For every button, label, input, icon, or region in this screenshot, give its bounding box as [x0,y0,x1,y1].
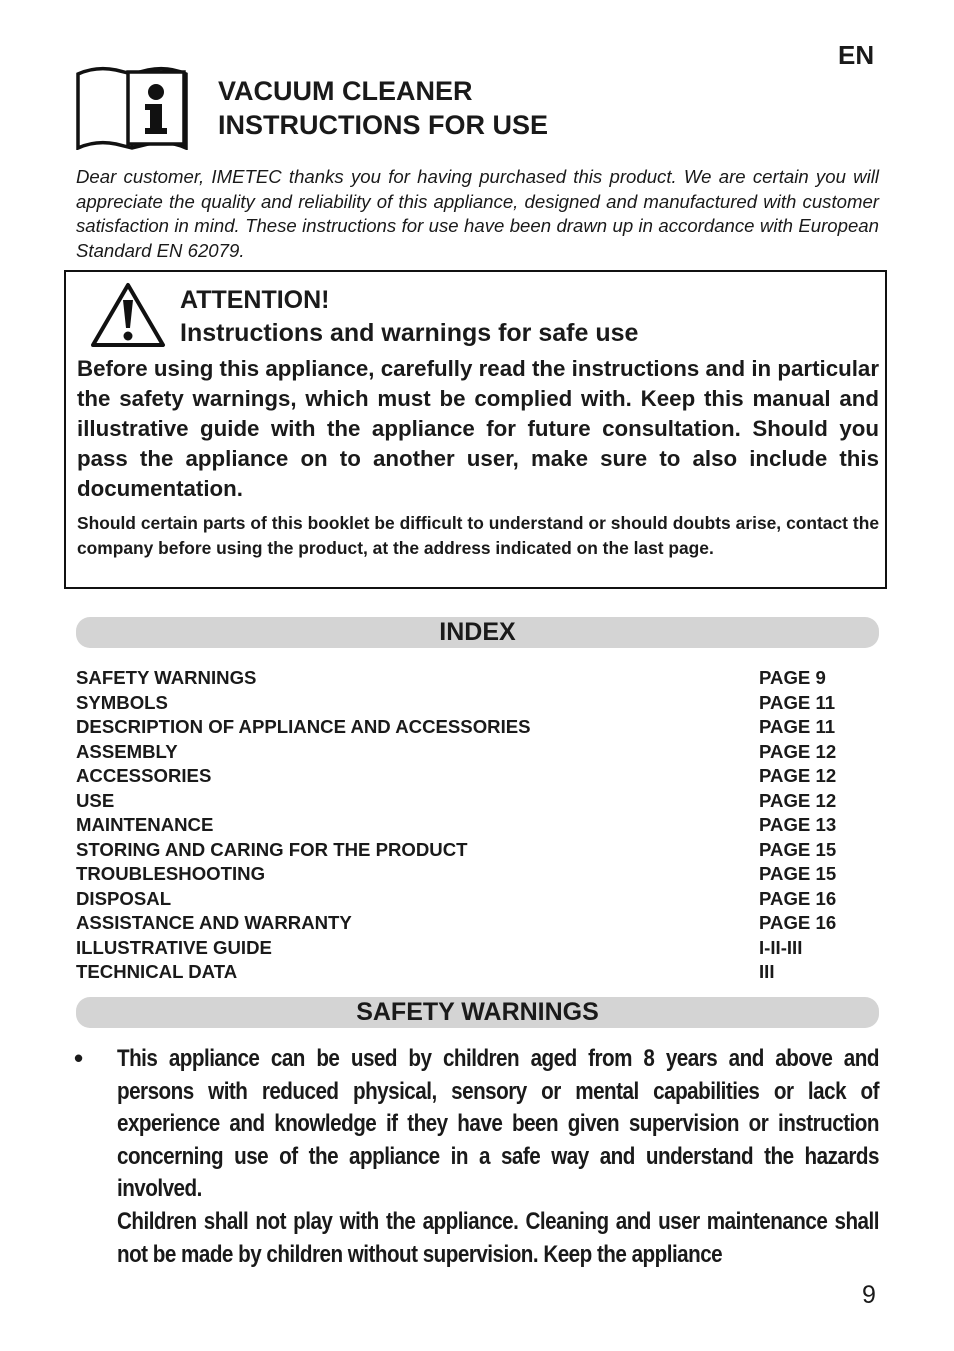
index-item[interactable] [76,789,879,814]
index-item-page: PAGE 12 [759,765,837,786]
index-item-label: ACCESSORIES [76,765,212,786]
index-item[interactable] [76,715,879,740]
index-list [76,666,879,985]
index-item-page: III [759,961,775,982]
attention-title [180,284,638,350]
warning-triangle-icon [90,282,166,348]
safety-paragraph-2: Children shall not play with the appliance. Cleaning and user maintenance shall not be made by children without supervision. Keep the appliance [117,1207,879,1268]
index-item-label: STORING AND CARING FOR THE PRODUCT [76,838,468,860]
page-number: 9 [862,1281,876,1309]
index-item-label: ILLUSTRATIVE GUIDE [76,936,272,958]
index-item[interactable] [76,740,879,765]
index-item-page: PAGE 15 [759,838,837,860]
index-item[interactable] [76,936,879,961]
attention-body [77,354,879,504]
index-item[interactable] [76,862,879,887]
document-title [218,74,548,142]
index-item[interactable] [76,838,879,863]
attention-title-line-1: ATTENTION! [180,286,330,314]
index-item[interactable] [76,813,879,838]
index-item-page: I-II-III [759,936,803,958]
safety-warning-text [117,1043,879,1271]
index-item-label: TROUBLESHOOTING [76,863,266,884]
index-item[interactable] [76,911,879,936]
index-item-page: PAGE 16 [759,912,837,933]
index-heading: INDEX [76,617,879,648]
index-item[interactable] [76,960,879,985]
attention-note: Should certain parts of this booklet be difficult to understand or should doubts arise, contact the company before using the product, at the address indicated on the last page. [77,513,879,558]
index-item-label: DESCRIPTION OF APPLIANCE AND ACCESSORIES [76,716,531,737]
safety-paragraph-1: This appliance can be used by children aged from 8 years and above and persons with reduced physical, sensory or mental capabilities or lack of experience and knowledge if they have been given supervision or instruction concerning use of the appliance in a safe way and understand the hazards involved. [117,1045,879,1203]
bullet-marker: • [74,1043,84,1073]
index-item-label: ASSISTANCE AND WARRANTY [76,912,352,933]
index-item-page: PAGE 15 [759,863,837,884]
title-line-2: INSTRUCTIONS FOR USE [218,110,549,140]
index-item-page: PAGE 16 [759,887,837,909]
index-item-label: DISPOSAL [76,887,172,909]
index-item-page: PAGE 11 [759,716,836,737]
index-item-page: PAGE 9 [759,667,826,688]
language-code: EN [838,40,875,70]
safety-warnings-heading: SAFETY WARNINGS [76,997,879,1028]
index-item-page: PAGE 11 [759,691,836,713]
intro-paragraph: Dear customer, IMETEC thanks you for having purchased this product. We are certain you will appreciate the quality and reliability of this appliance, designed and manufactured with customer satisfaction in mind. These instructions for use have been drawn up in accordance with European Standard EN 62079. [76,166,879,261]
index-item-label: MAINTENANCE [76,814,214,835]
index-item-page: PAGE 13 [759,814,837,835]
index-item[interactable] [76,691,879,716]
attention-body-text: Before using this appliance, carefully read the instructions and in particular the safety warnings, which must be complied with. Keep this manual and illustrative guide with the appliance for future consultation. Should you pass the appliance on to another user, make sure to also include this documentation. [77,356,879,501]
index-item-page: PAGE 12 [759,740,837,762]
title-line-1: VACUUM CLEANER [218,76,473,106]
index-item-page: PAGE 12 [759,789,837,811]
index-item-label: SAFETY WARNINGS [76,667,257,688]
index-item-label: TECHNICAL DATA [76,961,238,982]
index-item-label: ASSEMBLY [76,740,178,762]
index-item[interactable] [76,764,879,789]
index-item-label: SYMBOLS [76,691,168,713]
index-item-label: USE [76,789,115,811]
info-book-icon [76,64,188,150]
attention-title-line-2: Instructions and warnings for safe use [180,319,639,347]
index-item[interactable] [76,887,879,912]
index-item[interactable] [76,666,879,691]
